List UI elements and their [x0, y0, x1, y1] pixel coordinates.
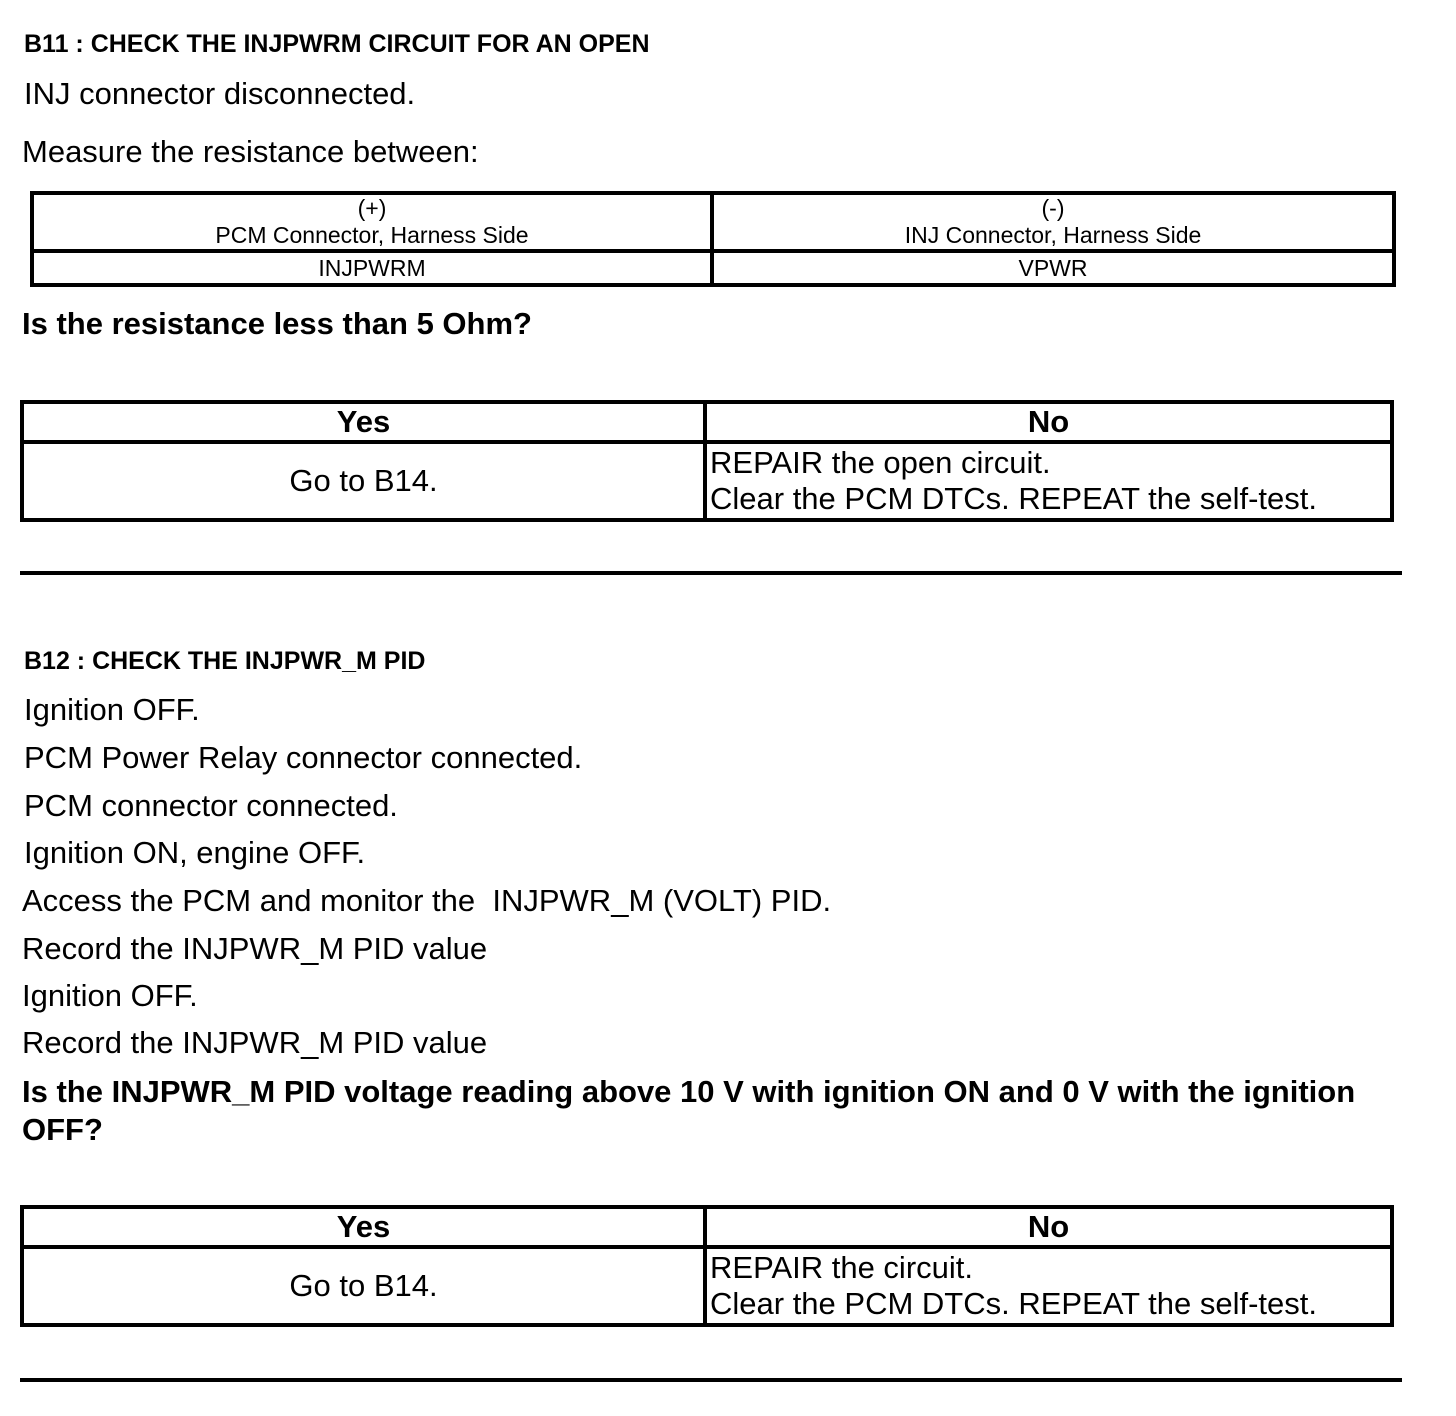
plus-symbol: (+): [357, 195, 387, 221]
b12-step: PCM Power Relay connector connected.: [24, 740, 583, 775]
plus-header-cell: [32, 193, 712, 251]
b11-heading: B11 : CHECK THE INJPWRM CIRCUIT FOR AN OPEN: [24, 30, 650, 58]
b12-question: Is the INJPWR_M PID voltage reading above 10 V with ignition ON and 0 V with the ignition OFF?: [22, 1074, 1356, 1147]
yes-action: Go to B14.: [22, 1247, 705, 1325]
no-action-line: Clear the PCM DTCs. REPEAT the self-test.: [710, 481, 1317, 516]
minus-header-cell: [712, 193, 1394, 251]
plus-label: PCM Connector, Harness Side: [215, 222, 529, 248]
no-header: No: [705, 1207, 1392, 1247]
minus-value-cell: VPWR: [712, 251, 1394, 285]
b12-step: Record the INJPWR_M PID value: [22, 931, 488, 966]
no-action: [705, 1247, 1392, 1325]
section-divider: [20, 571, 1402, 575]
b11-step: Measure the resistance between:: [22, 134, 479, 169]
b12-step: Ignition ON, engine OFF.: [24, 835, 366, 870]
yes-header: Yes: [22, 1207, 705, 1247]
no-action-line: Clear the PCM DTCs. REPEAT the self-test.: [710, 1286, 1317, 1321]
b12-step: PCM connector connected.: [24, 788, 398, 823]
yes-action: Go to B14.: [22, 442, 705, 520]
b12-step: Ignition OFF.: [22, 978, 198, 1013]
b11-decision-table: [20, 400, 1394, 522]
b11-measurement-table: [30, 191, 1396, 287]
b11-question: Is the resistance less than 5 Ohm?: [22, 306, 532, 341]
minus-label: INJ Connector, Harness Side: [904, 222, 1202, 248]
no-action-line: REPAIR the open circuit.: [710, 445, 1051, 480]
no-action: [705, 442, 1392, 520]
b12-step: Ignition OFF.: [24, 692, 200, 727]
no-action-line: REPAIR the circuit.: [710, 1250, 974, 1285]
minus-symbol: (-): [1041, 195, 1065, 221]
section-divider: [20, 1378, 1402, 1382]
b12-decision-table: [20, 1205, 1394, 1327]
plus-value-cell: INJPWRM: [32, 251, 712, 285]
b12-step: Access the PCM and monitor the INJPWR_M (VOLT) PID.: [22, 883, 832, 918]
b12-heading: B12 : CHECK THE INJPWR_M PID: [24, 647, 426, 675]
yes-header: Yes: [22, 402, 705, 442]
b12-step: Record the INJPWR_M PID value: [22, 1025, 488, 1060]
no-header: No: [705, 402, 1392, 442]
b11-step: INJ connector disconnected.: [24, 76, 416, 111]
